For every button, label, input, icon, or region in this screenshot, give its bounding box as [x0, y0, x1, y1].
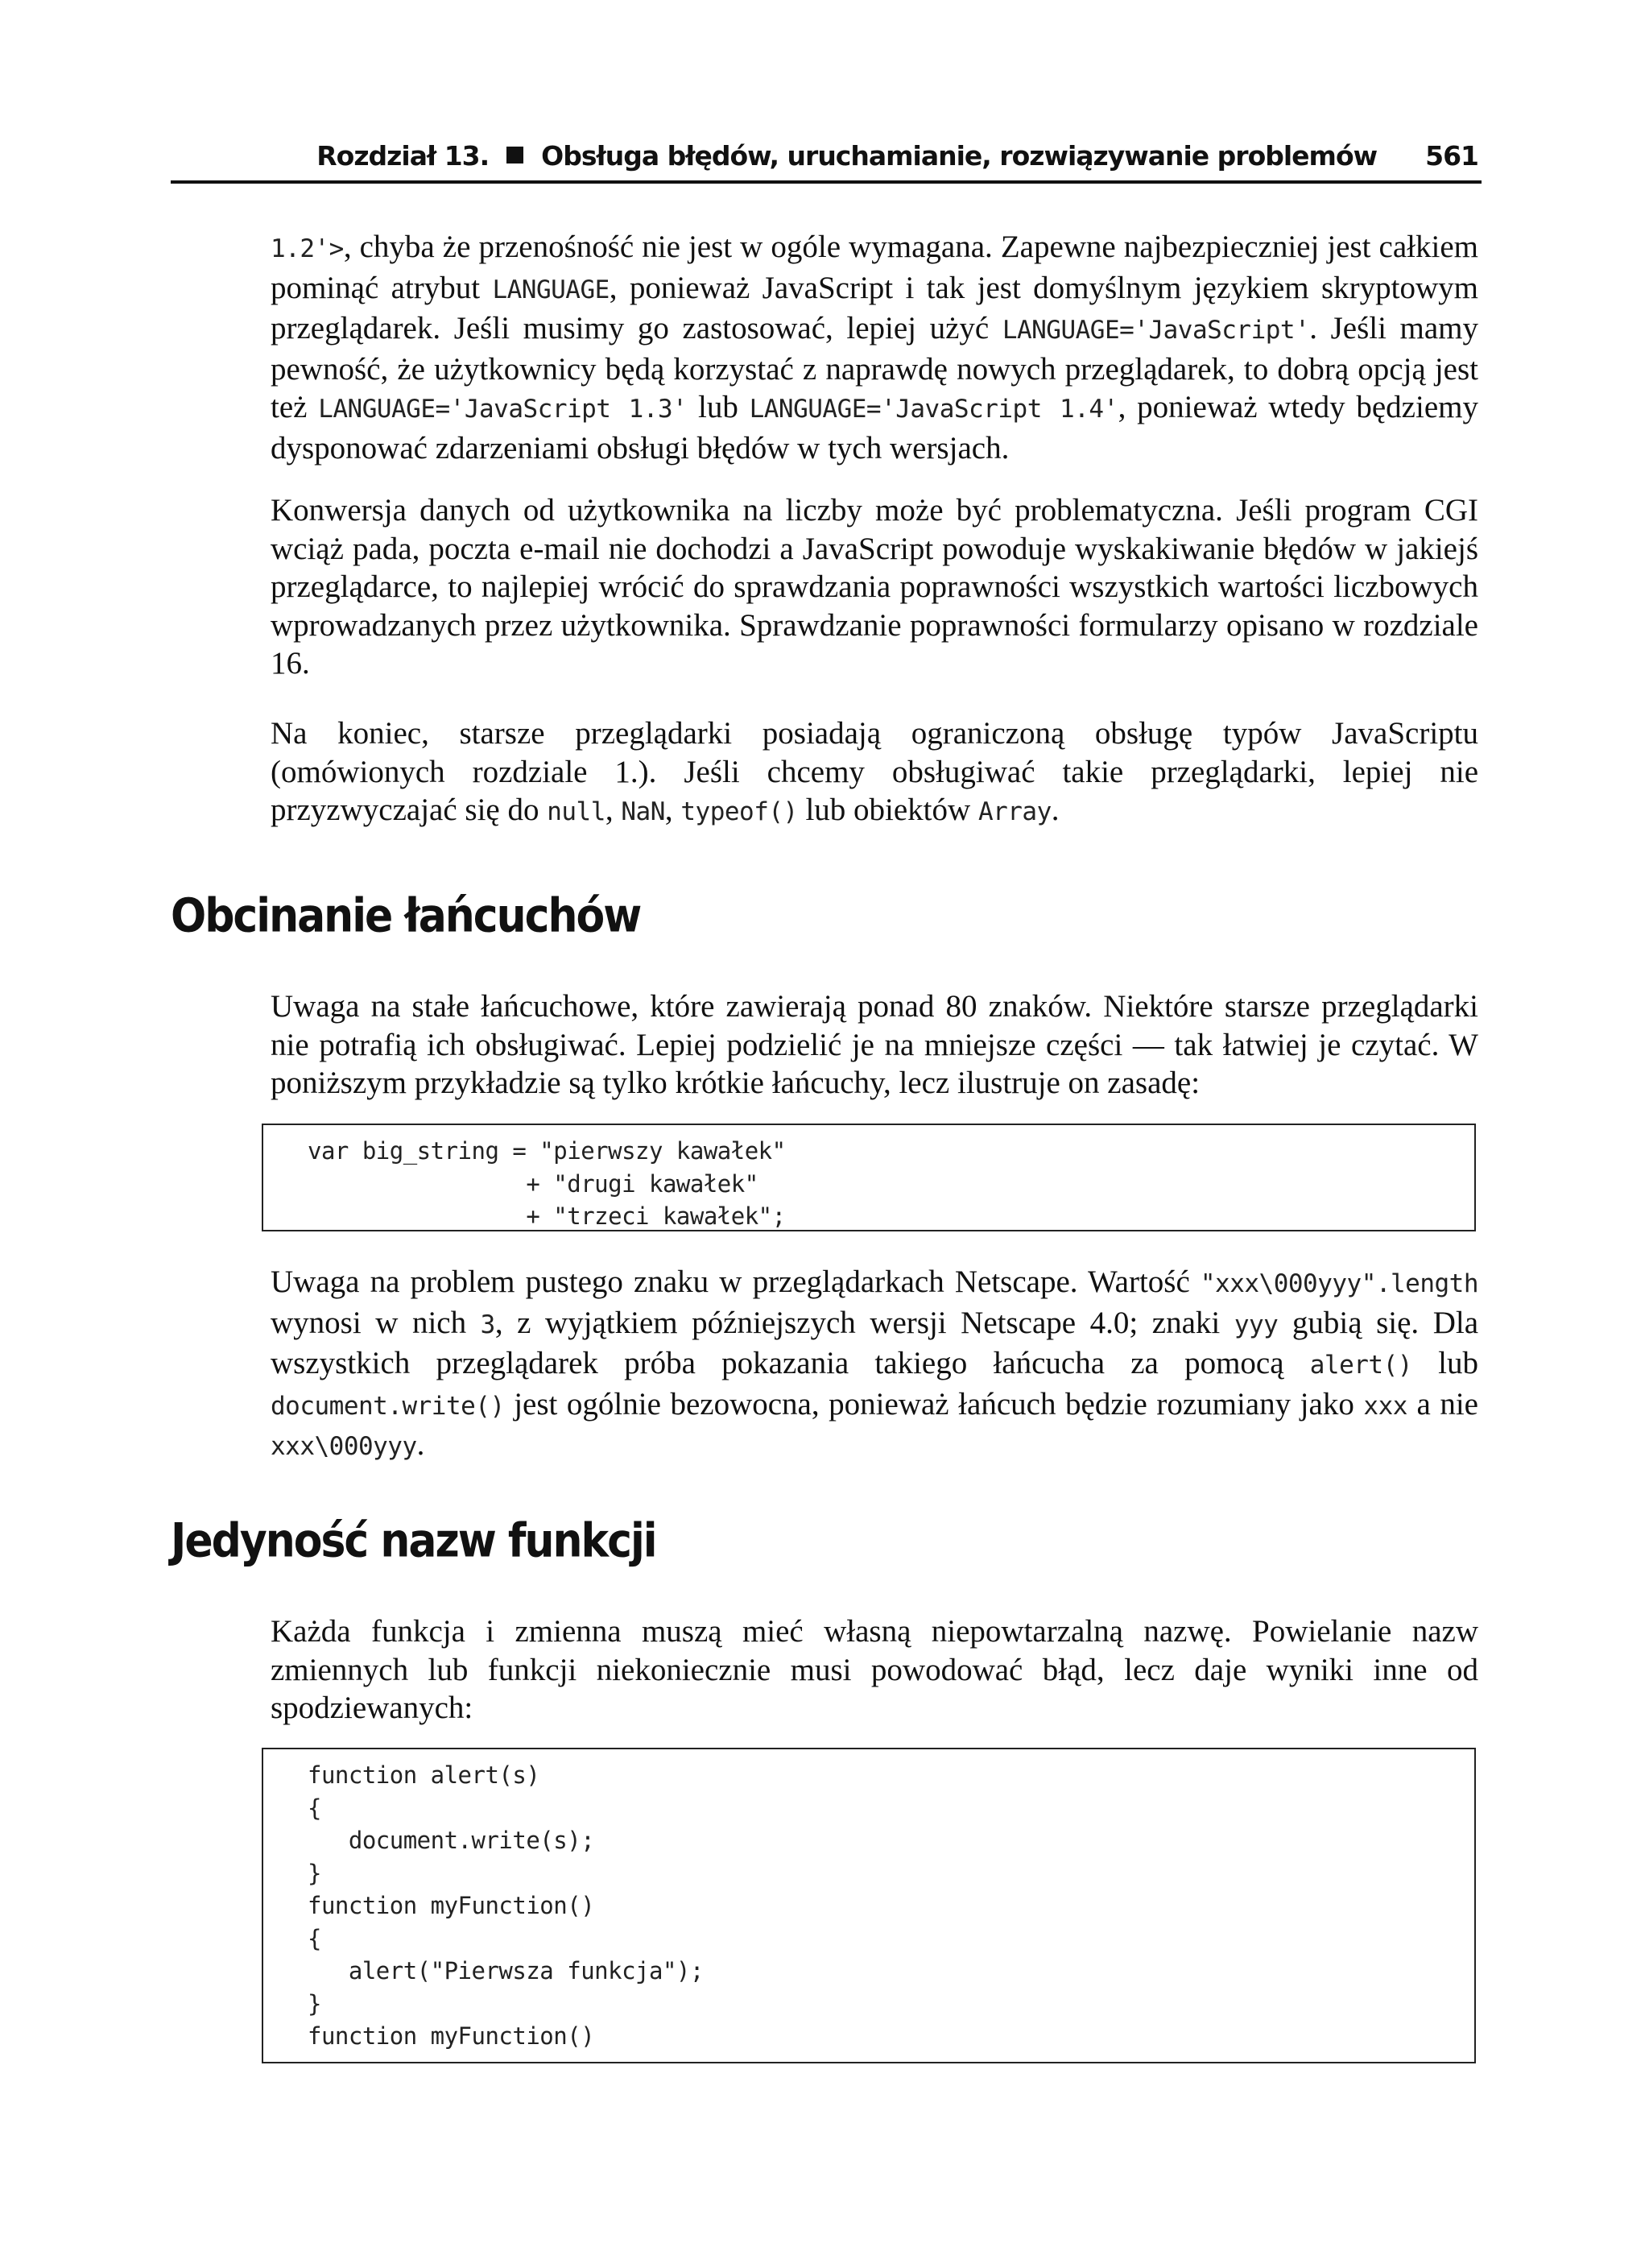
heading-unique-function-names: Jedyność nazw funkcji	[171, 1514, 656, 1569]
square-bullet-icon	[506, 147, 523, 163]
running-head-chapter: Rozdział 13.	[316, 139, 490, 172]
inline-code: Array	[977, 797, 1052, 826]
code-line: function alert(s)	[308, 1761, 540, 1789]
code-line: {	[308, 1924, 321, 1952]
inline-code: xxx\000yyy	[271, 1432, 417, 1461]
code-line: + "drugi kawałek"	[308, 1169, 758, 1198]
running-head	[171, 130, 1482, 184]
text-run: lub	[687, 390, 750, 424]
text-run: , z wyjątkiem późniejszych wersji Netscape 4.0; znaki	[494, 1305, 1234, 1340]
text-run: ,	[605, 793, 622, 827]
inline-code: typeof()	[680, 797, 798, 826]
code-block-functions	[262, 1748, 1476, 2063]
text-run: gubią się. Dla wszystkich przeglądarek próba pokazania takiego łańcucha za pomocą	[271, 1305, 1479, 1380]
text-run: , chyba że przenośność nie jest w ogóle wymagana. Zapewne najbezpieczniej jest całkiem pominąć atrybut	[271, 230, 1478, 305]
text-run: , ponieważ JavaScript i tak jest domyślnym językiem skryptowym przeglądarek. Jeśli musimy go zastosować, lepiej użyć	[271, 270, 1478, 346]
inline-code: LANGUAGE='JavaScript 1.3'	[318, 395, 688, 424]
inline-code: "xxx\000yyy".length	[1200, 1269, 1478, 1298]
code-line: {	[308, 1794, 321, 1822]
code-line: var big_string = "pierwszy kawałek"	[308, 1137, 786, 1165]
paragraph-unique-names: Każda funkcja i zmienna muszą mieć własną niepowtarzalną nazwę. Powielanie nazw zmiennych lub funkcji niekoniecznie musi powodować błąd, lecz daje wyniki inne od spodziewanych:	[271, 1614, 1478, 1725]
text-run: wynosi w nich	[271, 1305, 481, 1340]
text-run: .	[1051, 793, 1060, 827]
paragraph-null-character	[271, 1263, 1478, 1467]
text-run: . Jeśli mamy pewność, że użytkownicy będą korzystać z naprawdę nowych przeglądarek, to dobrą opcją jest też	[271, 311, 1478, 424]
text-run: ,	[664, 793, 681, 827]
code-line: alert("Pierwsza funkcja");	[308, 1957, 704, 1984]
text-run: Uwaga na problem pustego znaku w przeglądarkach Netscape. Wartość	[271, 1264, 1201, 1299]
code-line: function myFunction()	[308, 1892, 595, 1919]
inline-code: alert()	[1309, 1351, 1412, 1380]
inline-code: LANGUAGE='JavaScript'	[1002, 316, 1310, 345]
page-number: 561	[1425, 139, 1478, 172]
inline-code: NaN	[621, 797, 665, 826]
inline-code: 1.2'>	[271, 234, 344, 263]
text-run: .	[416, 1427, 425, 1462]
paragraph-older-browsers	[271, 714, 1478, 832]
inline-code: LANGUAGE	[492, 275, 610, 304]
inline-code: document.write()	[271, 1391, 505, 1421]
text-run: lub obiektów	[797, 793, 978, 827]
inline-code: LANGUAGE='JavaScript 1.4'	[749, 395, 1118, 424]
inline-code: 3	[480, 1310, 495, 1339]
running-head-title: Obsługa błędów, uruchamianie, rozwiązywanie problemów	[541, 139, 1378, 172]
text-run: a nie	[1407, 1386, 1478, 1422]
code-line: function myFunction()	[308, 2022, 595, 2050]
text-run: jest ogólnie bezowocna, ponieważ łańcuch będzie rozumiany jako	[504, 1386, 1364, 1422]
code-line: }	[308, 1989, 321, 2018]
text-run: Na koniec, starsze przeglądarki posiadają ograniczoną obsługę typów JavaScriptu (omówionych rozdziale 1.). Jeśli chcemy obsługiwać takie przeglądarki, lepiej nie przyzwyczajać się do	[271, 716, 1478, 827]
heading-string-truncation: Obcinanie łańcuchów	[171, 889, 641, 944]
inline-code: xxx	[1363, 1391, 1407, 1421]
inline-code: null	[547, 797, 605, 826]
text-run: , ponieważ wtedy będziemy dysponować zdarzeniami obsługi błędów w tych wersjach.	[271, 390, 1478, 466]
paragraph-number-conversion: Konwersja danych od użytkownika na liczby może być problematyczna. Jeśli program CGI wciąż pada, poczta e-mail nie dochodzi a JavaScript powoduje wyskakiwanie błędów w jakiejś przeglądarce, to najlepiej wrócić do sprawdzania poprawności wszystkich wartości liczbowych wprowadzanych przez użytkownika. Sprawdzanie poprawności formularzy opisano w rozdziale 16.	[271, 493, 1478, 681]
paragraph-string-constants: Uwaga na stałe łańcuchowe, które zawierają ponad 80 znaków. Niektóre starsze przeglądarki nie potrafią ich obsługiwać. Lepiej podzielić je na mniejsze części — tak łatwiej je czytać. W poniższym przykładzie są tylko krótkie łańcuchy, lecz ilustruje on zasadę:	[271, 989, 1478, 1100]
text-run: lub	[1411, 1346, 1478, 1380]
code-line: }	[308, 1859, 321, 1887]
code-line: document.write(s);	[308, 1827, 595, 1854]
paragraph-language-attribute	[271, 228, 1478, 467]
inline-code: yyy	[1234, 1310, 1279, 1339]
code-block-big-string	[262, 1124, 1476, 1231]
code-line: + "trzeci kawałek";	[308, 1202, 786, 1230]
